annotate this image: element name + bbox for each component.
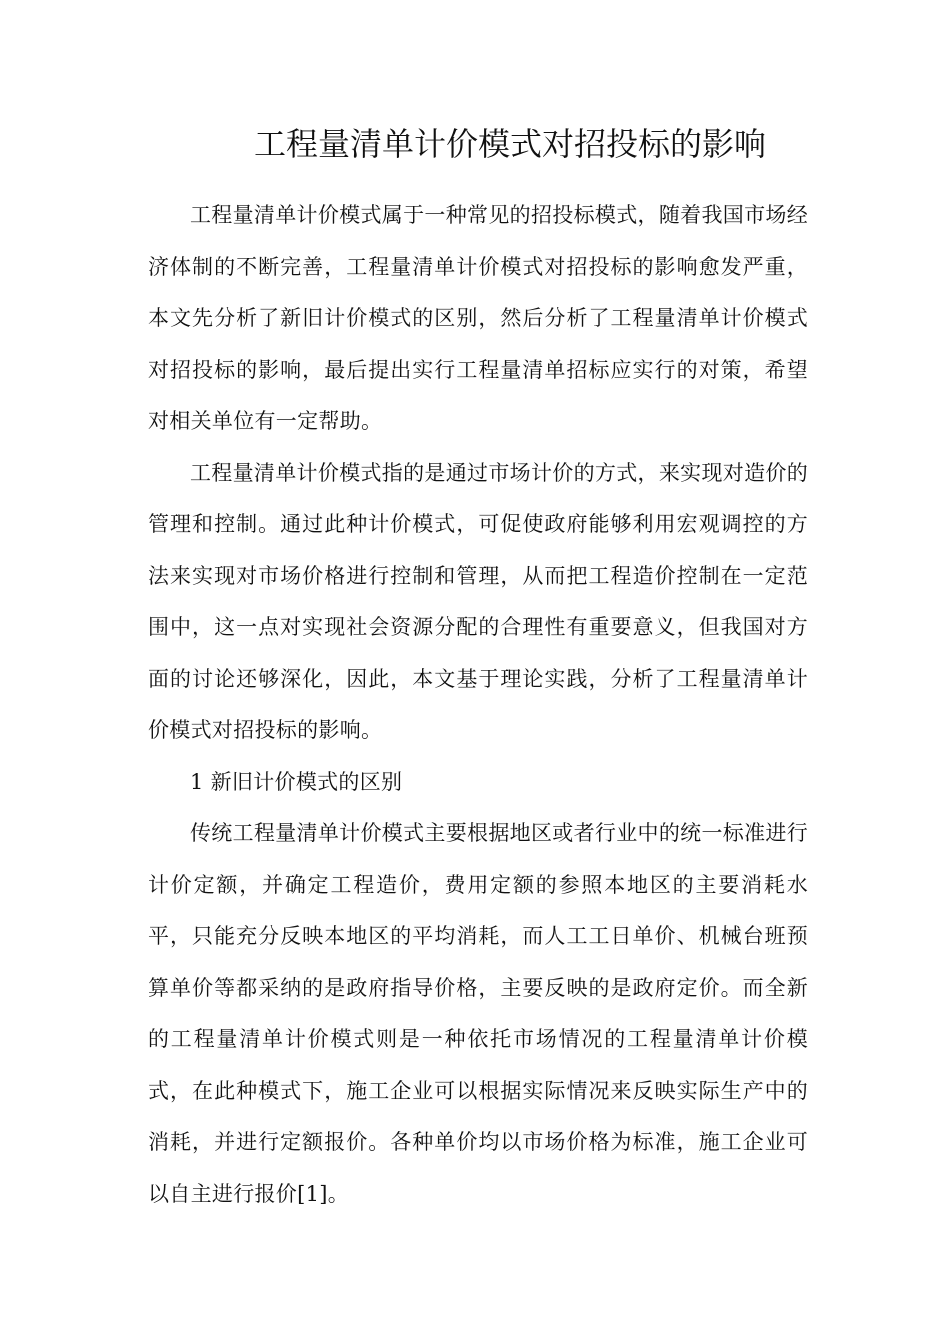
document-body	[148, 190, 808, 1220]
document-title: 工程量清单计价模式对招投标的影响	[253, 125, 766, 163]
paragraph-abstract: 工程量清单计价模式属于一种常见的招投标模式，随着我国市场经济体制的不断完善，工程量清单计价模式对招投标的影响愈发严重，本文先分析了新旧计价模式的区别，然后分析了工程量清单计价模式对招投标的影响，最后提出实行工程量清单招标应实行的对策，希望对相关单位有一定帮助。	[148, 203, 808, 433]
paragraph-introduction: 工程量清单计价模式指的是通过市场计价的方式，来实现对造价的管理和控制。通过此种计价模式，可促使政府能够利用宏观调控的方法来实现对市场价格进行控制和管理，从而把工程造价控制在一定范围中，这一点对实现社会资源分配的合理性有重要意义，但我国对方面的讨论还够深化，因此，本文基于理论实践，分析了工程量清单计价模式对招投标的影响。	[148, 460, 808, 742]
paragraph-section-1: 传统工程量清单计价模式主要根据地区或者行业中的统一标准进行计价定额，并确定工程造价，费用定额的参照本地区的主要消耗水平，只能充分反映本地区的平均消耗，而人工工日单价、机械台班预算单价等都采纳的是政府指导价格，主要反映的是政府定价。而全新的工程量清单计价模式则是一种依托市场情况的工程量清单计价模式，在此种模式下，施工企业可以根据实际情况来反映实际生产中的消耗，并进行定额报价。各种单价均以市场价格为标准，施工企业可以自主进行报价[1]。	[148, 821, 808, 1206]
section-heading: 1 新旧计价模式的区别	[190, 769, 403, 794]
